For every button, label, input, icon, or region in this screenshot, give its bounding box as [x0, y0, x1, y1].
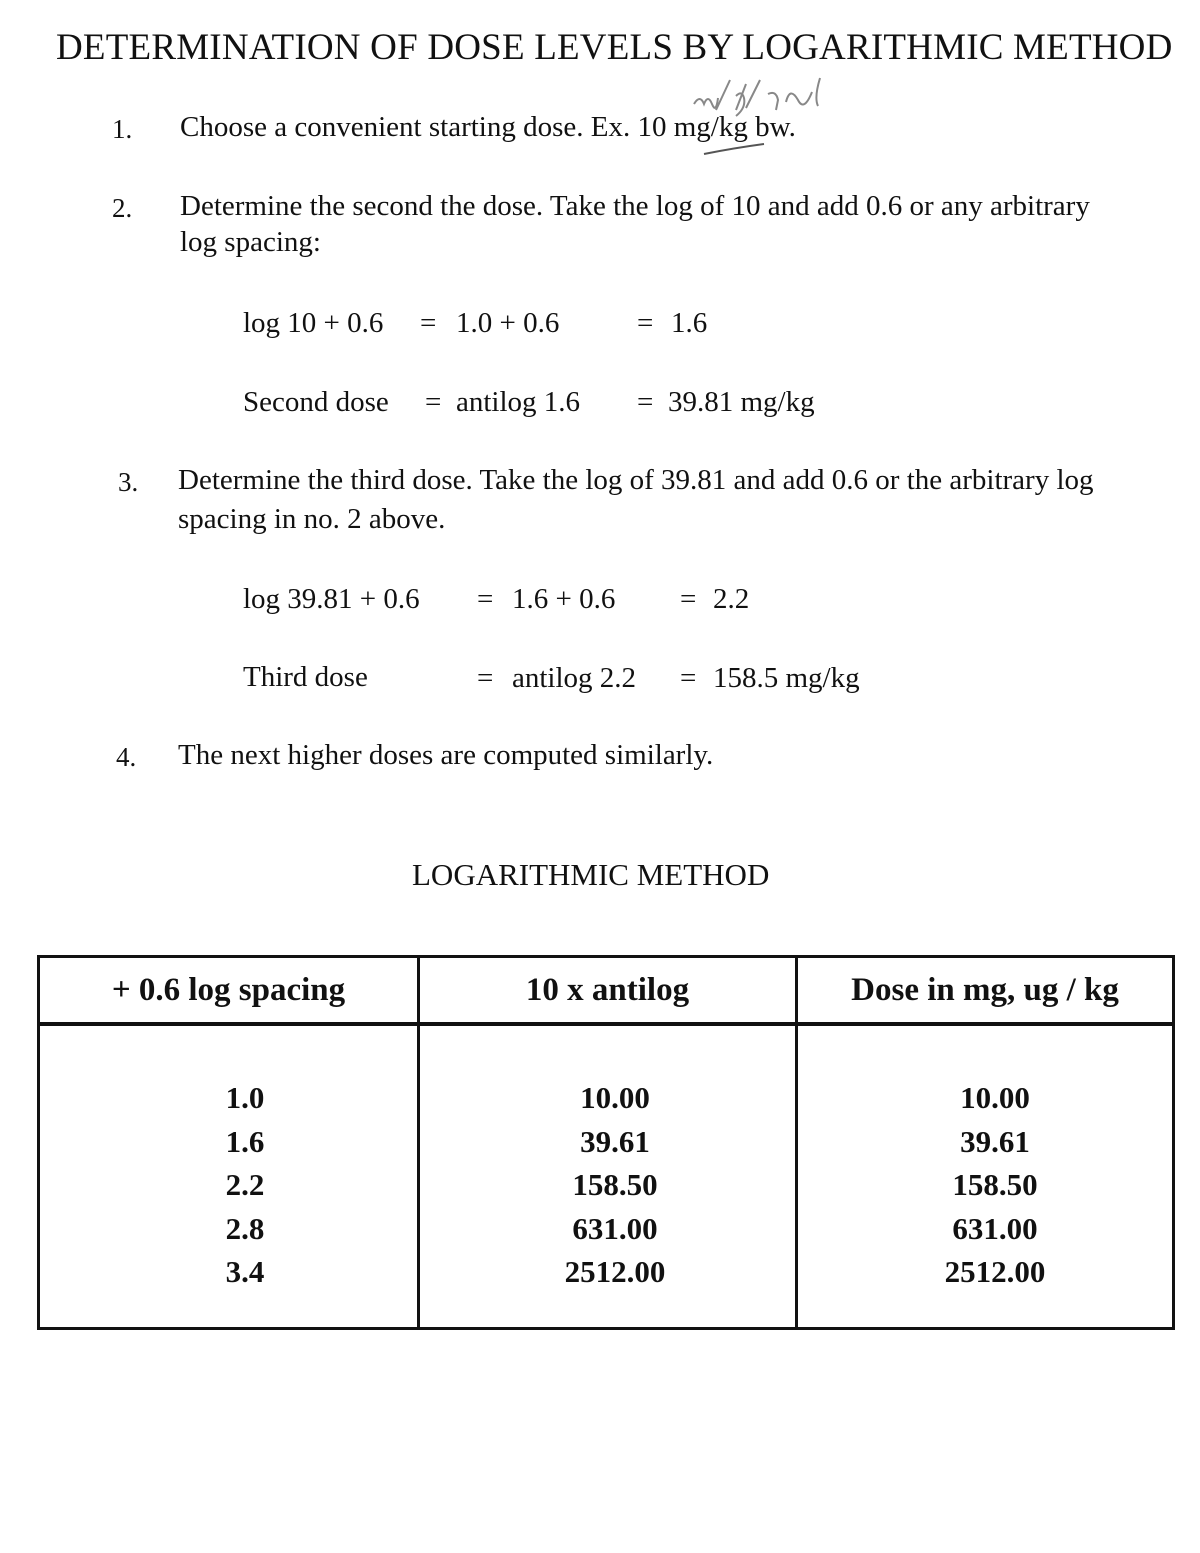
- table-divider-2: [795, 958, 798, 1327]
- step-1-number: 1.: [112, 114, 133, 144]
- table-header-dose: Dose in mg, ug / kg: [851, 972, 1119, 1008]
- table-cell: 3.4: [225, 1254, 265, 1289]
- table-column-log-spacing: [200, 1076, 290, 1294]
- table-cell: 1.0: [225, 1080, 265, 1115]
- table-header-log-spacing: + 0.6 log spacing: [111, 972, 346, 1008]
- calc3-row2-eq2: =: [680, 662, 697, 694]
- calc2-row1-eq2: =: [637, 307, 654, 339]
- calc3-row1-left: log 39.81 + 0.6: [243, 583, 420, 615]
- calc3-row2-right: 158.5 mg/kg: [713, 662, 860, 694]
- table-cell: 2512.00: [944, 1254, 1046, 1289]
- calc3-row1-mid: 1.6 + 0.6: [512, 583, 616, 615]
- step-2-text-line2: log spacing:: [180, 226, 321, 258]
- calc3-row2-eq1: =: [477, 662, 494, 694]
- calc2-row2-right: 39.81 mg/kg: [668, 386, 815, 418]
- dose-table: [37, 955, 1175, 1330]
- table-divider-1: [417, 958, 420, 1327]
- calc2-row1-mid: 1.0 + 0.6: [456, 307, 560, 339]
- table-cell: 10.00: [960, 1080, 1030, 1115]
- table-cell: 158.50: [572, 1167, 658, 1202]
- table-cell: 2.2: [225, 1167, 265, 1202]
- step-3-text-line1: Determine the third dose. Take the log of 39.81 and add 0.6 or the arbitrary log: [178, 464, 1094, 496]
- table-header-rule: [40, 1022, 1172, 1026]
- calc2-row2-mid: antilog 1.6: [456, 386, 581, 418]
- calc2-row2-eq1: =: [425, 386, 442, 418]
- calc2-row1-eq1: =: [420, 307, 437, 339]
- calc3-row1-eq1: =: [477, 583, 494, 615]
- step-4-number: 4.: [116, 742, 137, 772]
- step-3-number: 3.: [118, 467, 139, 497]
- calc3-row2-mid: antilog 2.2: [512, 662, 637, 694]
- step-3-text-line2: spacing in no. 2 above.: [178, 503, 446, 535]
- calc2-row1-left: log 10 + 0.6: [243, 307, 384, 339]
- calc3-row1-right: 2.2: [713, 583, 750, 615]
- page-title: DETERMINATION OF DOSE LEVELS BY LOGARITHMIC METHOD: [56, 27, 1173, 68]
- table-title: LOGARITHMIC METHOD: [412, 857, 770, 892]
- table-cell: 631.00: [572, 1210, 658, 1246]
- step-2-number: 2.: [112, 193, 133, 223]
- calc2-row2-eq2: =: [637, 386, 654, 418]
- table-cell: 1.6: [225, 1123, 265, 1159]
- table-cell: 158.50: [952, 1167, 1038, 1202]
- step-1-text: Choose a convenient starting dose. Ex. 10 mg/kg bw.: [180, 111, 796, 143]
- table-column-dose: [900, 1076, 1090, 1294]
- table-cell: 631.00: [952, 1210, 1038, 1246]
- calc3-row2-left: Third dose: [243, 661, 368, 693]
- calc2-row2-left: Second dose: [243, 386, 389, 418]
- table-cell: 39.61: [960, 1123, 1030, 1159]
- calc2-row1-right: 1.6: [671, 307, 708, 339]
- table-cell: 39.61: [580, 1123, 650, 1159]
- table-column-antilog: [520, 1076, 710, 1294]
- calc3-row1-eq2: =: [680, 583, 697, 615]
- table-cell: 2512.00: [564, 1254, 666, 1289]
- step-2-text-line1: Determine the second the dose. Take the log of 10 and add 0.6 or any arbitrary: [180, 190, 1090, 222]
- table-header-antilog: 10 x antilog: [525, 972, 690, 1008]
- table-cell: 2.8: [225, 1210, 265, 1246]
- step-4-text: The next higher doses are computed similarly.: [178, 739, 714, 771]
- table-cell: 10.00: [580, 1080, 650, 1115]
